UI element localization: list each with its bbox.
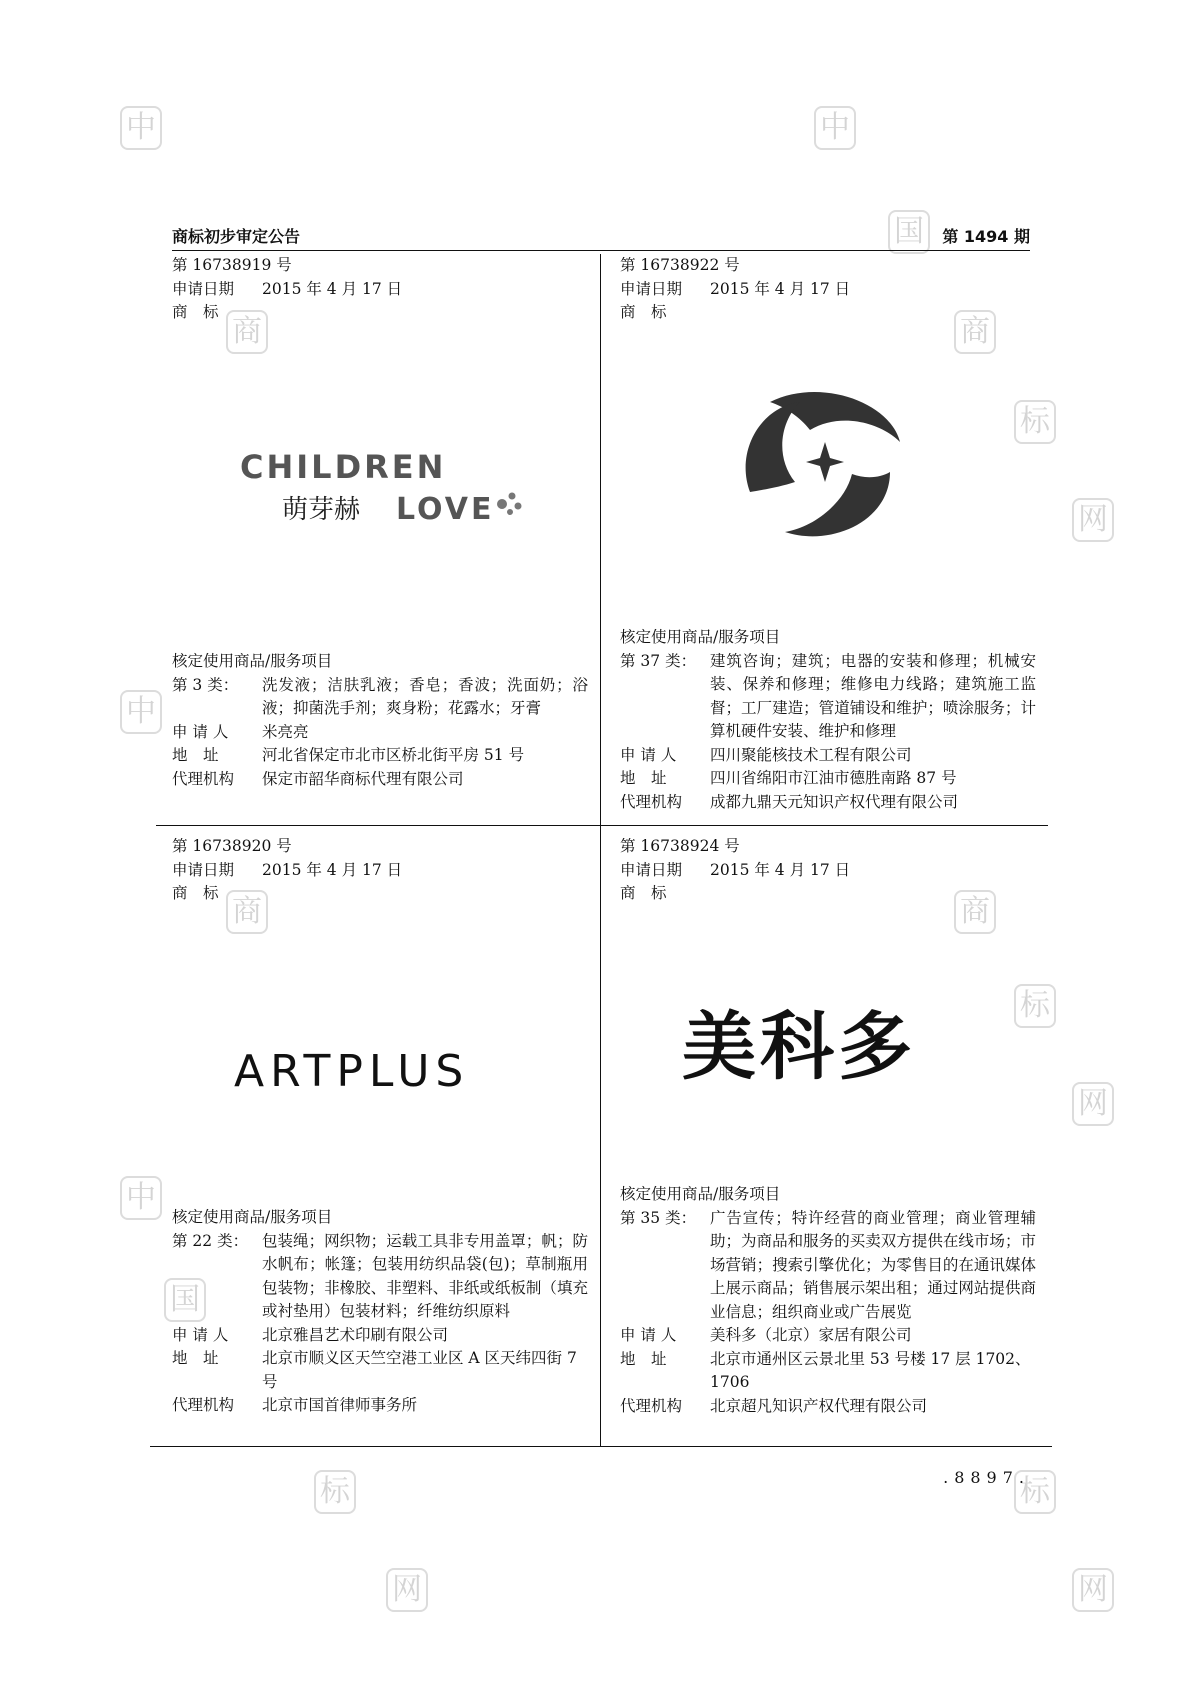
entry-number: 第 16738922 号 bbox=[620, 256, 740, 274]
class-label: 第 3 类： bbox=[172, 675, 239, 694]
goods-heading: 核定使用商品/服务项目 bbox=[172, 652, 333, 670]
trademark-entry bbox=[620, 835, 1036, 906]
address-label: 地 址 bbox=[172, 746, 219, 764]
logo-text-cn: 萌芽赫 bbox=[282, 495, 361, 525]
applicant: 美科多（北京）家居有限公司 bbox=[710, 1326, 912, 1344]
entry-number: 第 16738924 号 bbox=[620, 837, 740, 855]
address-label: 地 址 bbox=[172, 1349, 219, 1367]
page-title: 商标初步审定公告 bbox=[172, 227, 301, 246]
column-divider bbox=[600, 254, 601, 1446]
applicant-label: 申 请 人 bbox=[172, 722, 229, 741]
applicant-label: 申 请 人 bbox=[620, 1326, 677, 1344]
class-items: 洗发液；洁肤乳液；香皂；香波；洗面奶；浴液；抑菌洗手剂；爽身粉；花露水；牙膏 bbox=[262, 675, 588, 717]
filing-date: 2015 年 4 月 17 日 bbox=[262, 860, 403, 879]
watermark-glyph: 网 bbox=[1072, 1082, 1114, 1126]
class-items: 广告宣传；特许经营的商业管理；商业管理辅助；为商品和服务的买卖双方提供在线市场；市场营销；搜索引擎优化；为零售目的在通讯媒体上展示商品；销售展示架出租；通过网站提供商业信息；组织商业或广告展览 bbox=[710, 1208, 1036, 1321]
agent: 北京市国首律师事务所 bbox=[262, 1396, 418, 1414]
class-items: 包装绳；网织物；运载工具非专用盖罩；帆；防水帆布；帐篷；包装用纺织品袋(包)；草制瓶用包装物；非橡胶、非塑料、非纸或纸板制（填充或衬垫用）包装材料；纤维纺织原料 bbox=[262, 1231, 588, 1320]
watermark-glyph: 标 bbox=[1014, 1470, 1056, 1514]
agent: 北京超凡知识产权代理有限公司 bbox=[710, 1396, 928, 1415]
applicant: 北京雅昌艺术印刷有限公司 bbox=[262, 1325, 449, 1344]
row-divider bbox=[156, 825, 1048, 826]
date-label: 申请日期 bbox=[620, 279, 683, 298]
trademark-entry bbox=[172, 835, 588, 906]
address: 北京市通州区云景北里 53 号楼 17 层 1702、1706 bbox=[710, 1349, 1031, 1391]
mark-label: 商 标 bbox=[620, 303, 667, 321]
class-label: 第 37 类： bbox=[620, 651, 697, 670]
mark-label: 商 标 bbox=[172, 884, 219, 902]
agent: 保定市韶华商标代理有限公司 bbox=[262, 769, 464, 788]
watermark-glyph: 网 bbox=[386, 1568, 428, 1612]
entry-number: 第 16738919 号 bbox=[172, 256, 292, 274]
trademark-entry-details bbox=[172, 650, 588, 791]
watermark-glyph: 商 bbox=[954, 890, 996, 934]
trademark-logo bbox=[232, 1044, 522, 1094]
watermark-glyph: 国 bbox=[164, 1278, 206, 1322]
trademark-logo-swirl bbox=[740, 382, 910, 542]
date-label: 申请日期 bbox=[172, 860, 235, 879]
address-label: 地 址 bbox=[620, 769, 667, 787]
agent-label: 代理机构 bbox=[620, 1396, 683, 1415]
trademark-logo bbox=[236, 448, 536, 528]
watermark-glyph: 商 bbox=[226, 890, 268, 934]
applicant-label: 申 请 人 bbox=[172, 1325, 229, 1344]
issue-number: 第 1494 期 bbox=[942, 227, 1030, 246]
agent: 成都九鼎天元知识产权代理有限公司 bbox=[710, 792, 959, 811]
class-label: 第 35 类： bbox=[620, 1208, 697, 1227]
page-number: .8897. bbox=[943, 1468, 1030, 1487]
applicant-label: 申 请 人 bbox=[620, 745, 677, 764]
filing-date: 2015 年 4 月 17 日 bbox=[262, 279, 403, 298]
watermark-glyph: 中 bbox=[120, 690, 162, 734]
watermark-glyph: 商 bbox=[954, 310, 996, 354]
address: 河北省保定市北市区桥北街平房 51 号 bbox=[262, 746, 525, 764]
agent-label: 代理机构 bbox=[620, 792, 683, 811]
goods-heading: 核定使用商品/服务项目 bbox=[172, 1208, 333, 1226]
logo-text: 美科多 bbox=[682, 1004, 916, 1086]
watermark-glyph: 标 bbox=[1014, 984, 1056, 1028]
goods-heading: 核定使用商品/服务项目 bbox=[620, 628, 781, 646]
goods-heading: 核定使用商品/服务项目 bbox=[620, 1185, 781, 1203]
applicant: 四川聚能核技术工程有限公司 bbox=[710, 745, 912, 764]
filing-date: 2015 年 4 月 17 日 bbox=[710, 279, 851, 298]
filing-date: 2015 年 4 月 17 日 bbox=[710, 860, 851, 879]
page-header bbox=[172, 222, 1030, 251]
class-label: 第 22 类： bbox=[172, 1231, 249, 1250]
logo-text: ARTPLUS bbox=[234, 1046, 470, 1094]
agent-label: 代理机构 bbox=[172, 769, 235, 788]
applicant: 米亮亮 bbox=[262, 722, 309, 741]
logo-text: LOVE bbox=[396, 492, 495, 527]
watermark-glyph: 网 bbox=[1072, 1568, 1114, 1612]
watermark-glyph: 标 bbox=[314, 1470, 356, 1514]
mark-label: 商 标 bbox=[620, 884, 667, 902]
address-label: 地 址 bbox=[620, 1349, 667, 1368]
date-label: 申请日期 bbox=[620, 860, 683, 879]
address: 北京市顺义区天竺空港工业区 A 区天纬四街 7 号 bbox=[262, 1349, 577, 1391]
class-items: 建筑咨询；建筑；电器的安装和修理；机械安装、保养和修理；维修电力线路；建筑施工监督；工厂建造；管道铺设和维护；喷涂服务；计算机硬件安装、维护和修理 bbox=[710, 651, 1036, 740]
watermark-glyph: 中 bbox=[120, 106, 162, 150]
mark-label: 商 标 bbox=[172, 303, 219, 321]
date-label: 申请日期 bbox=[172, 279, 235, 298]
logo-text: CHILDREN bbox=[240, 448, 447, 486]
watermark-glyph: 网 bbox=[1072, 498, 1114, 542]
agent-label: 代理机构 bbox=[172, 1396, 235, 1414]
entry-number: 第 16738920 号 bbox=[172, 837, 292, 855]
watermark-glyph: 标 bbox=[1014, 400, 1056, 444]
trademark-entry-details bbox=[620, 1183, 1036, 1418]
trademark-entry-details bbox=[172, 1206, 588, 1418]
trademark-entry bbox=[172, 254, 588, 325]
trademark-entry bbox=[620, 254, 1036, 325]
watermark-glyph: 中 bbox=[120, 1176, 162, 1220]
watermark-glyph: 中 bbox=[814, 106, 856, 150]
watermark-glyph: 国 bbox=[888, 210, 930, 254]
watermark-glyph: 商 bbox=[226, 310, 268, 354]
bottom-rule bbox=[150, 1446, 1052, 1447]
trademark-logo bbox=[680, 1000, 970, 1086]
address: 四川省绵阳市江油市德胜南路 87 号 bbox=[710, 769, 957, 787]
trademark-entry-details bbox=[620, 626, 1036, 814]
